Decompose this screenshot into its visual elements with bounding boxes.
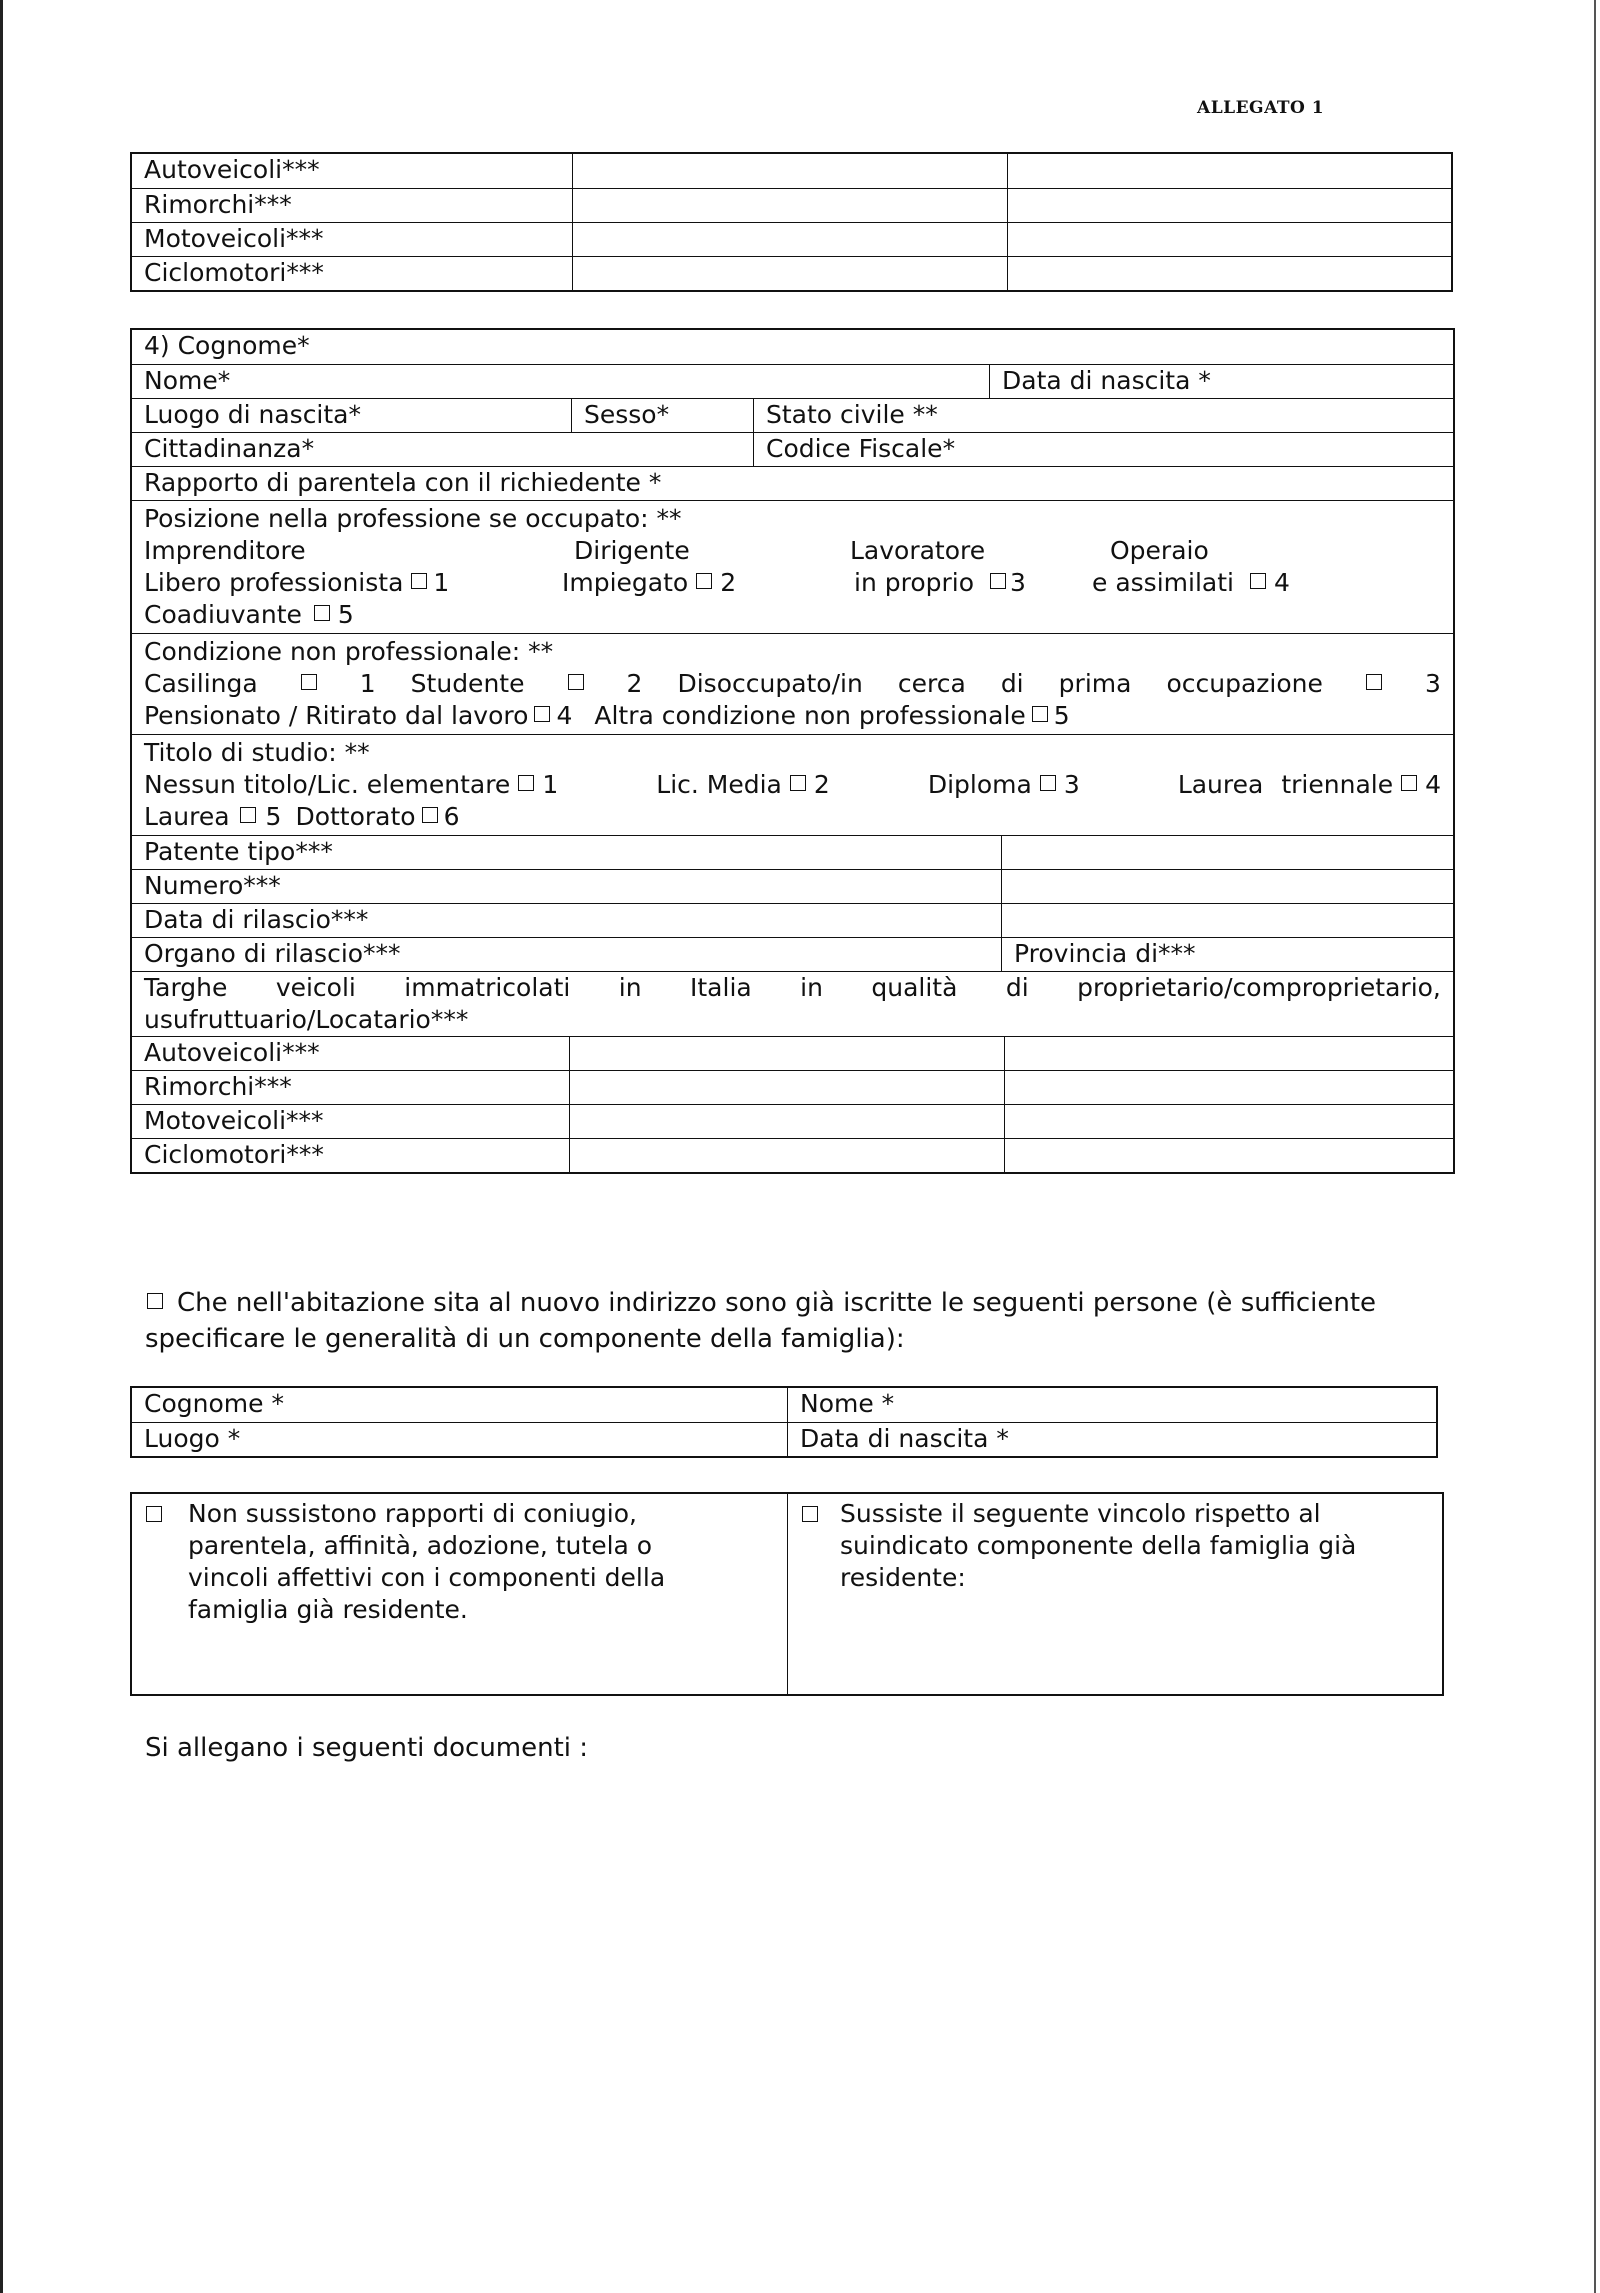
vehicle-plate-field[interactable] [1007,223,1451,256]
checkbox[interactable] [696,573,712,589]
birth-date-field[interactable]: Data di nascita * [989,365,1453,398]
license-type-value[interactable] [1001,836,1453,869]
vehicle-plate-field[interactable] [1007,189,1451,222]
resident-birthplace-field[interactable]: Luogo * [144,1424,241,1453]
vehicle-plate-field[interactable] [1007,154,1451,188]
declaration-line: specificare le generalità di un componente della famiglia): [145,1324,905,1354]
option-heading: Operaio [1110,536,1209,565]
vehicle-plate-field[interactable] [572,223,1007,256]
table-row [132,1070,1453,1104]
checkbox[interactable] [534,706,550,722]
vehicle-plate-field[interactable] [1007,257,1451,290]
checkbox[interactable] [314,605,330,621]
option-label: Diploma [927,770,1032,799]
option-label: Nessun titolo/Lic. elementare [144,770,511,799]
option-label: Altra condizione non professionale [594,701,1026,730]
issue-date-field[interactable]: Data di rilascio*** [144,905,369,934]
table-row [132,1138,1453,1172]
table-row [132,330,1453,364]
vehicle-label: Rimorchi*** [144,190,292,219]
license-number-field[interactable]: Numero*** [144,871,281,900]
issuing-authority-field[interactable]: Organo di rilascio*** [144,939,401,968]
relation-option[interactable]: Sussiste il seguente vincolo rispetto al suindicato componente della famiglia già residente: [787,1494,1442,1694]
option-label: Coadiuvante [144,600,302,629]
checkbox[interactable] [147,1293,163,1309]
section-title: Titolo di studio: ** [144,738,370,767]
checkbox[interactable] [1032,706,1048,722]
checkbox[interactable] [1250,573,1266,589]
vehicle-plate-field[interactable] [1004,1105,1453,1138]
checkbox[interactable] [411,573,427,589]
checkbox[interactable] [1401,775,1417,791]
table-row [132,937,1453,971]
page-edge-right [1594,0,1596,2293]
declaration-line: Che nell'abitazione sita al nuovo indirizzo sono già iscritte le seguenti persone (è sufficiente [177,1288,1377,1318]
professional-position-section: Posizione nella professione se occupato: ** Imprenditore Dirigente Lavoratore Operaio Libero professionista 1 Impiegato 2 in proprio 3 e assimilati 4 Coadiuvante 5 [132,500,1453,633]
table-row [132,364,1453,398]
relations-table [130,1492,1444,1696]
vehicle-label: Motoveicoli*** [144,224,324,253]
section-title: Posizione nella professione se occupato: ** [144,504,682,533]
table-row [132,903,1453,937]
resident-birth-date-field[interactable]: Data di nascita * [787,1423,1436,1456]
table-row [132,835,1453,869]
marital-status-field[interactable]: Stato civile ** [753,399,1453,432]
checkbox[interactable] [802,1506,818,1522]
option-label: Libero professionista [144,568,404,597]
table-row [132,222,1451,256]
checkbox[interactable] [1366,674,1382,690]
vehicle-plate-field[interactable] [1004,1037,1453,1070]
option-heading: Lavoratore [850,536,986,565]
option-label: Studente [410,669,525,698]
vehicle-label: Rimorchi*** [144,1072,292,1101]
vehicle-label: Autoveicoli*** [144,1038,320,1067]
vehicle-plate-field[interactable] [572,257,1007,290]
checkbox[interactable] [422,807,438,823]
checkbox[interactable] [518,775,534,791]
table-row [132,1388,1436,1422]
no-relation-option[interactable]: Non sussistono rapporti di coniugio, parentela, affinità, adozione, tutela o vincoli affettivi con i componenti della famiglia già residente. [132,1494,787,1694]
table-row [132,466,1453,500]
vehicle-plate-field[interactable] [1004,1071,1453,1104]
plates-heading: Targhe veicoli immatricolati in Italia in qualità di proprietario/comproprietario, usufruttuario/Locatario*** [132,971,1453,1036]
resident-table [130,1386,1438,1458]
vehicle-label: Ciclomotori*** [144,258,324,287]
checkbox[interactable] [301,674,317,690]
option-label: Impiegato [562,568,689,597]
table-row [132,432,1453,466]
declaration-paragraph [145,1285,1445,1357]
citizenship-field[interactable]: Cittadinanza* [144,434,315,463]
sex-field[interactable]: Sesso* [571,399,753,432]
province-field[interactable]: Provincia di*** [1001,938,1453,971]
relationship-field[interactable]: Rapporto di parentela con il richiedente * [144,468,662,497]
vehicle-plates-table-top [130,152,1453,292]
option-label: Disoccupato/in [677,669,863,698]
page-edge-left [0,0,3,2293]
vehicle-plate-field[interactable] [572,154,1007,188]
option-label: e assimilati [1092,568,1234,597]
vehicle-plate-field[interactable] [569,1139,1004,1172]
option-label: Laurea [144,802,230,831]
option-label: Lic. Media [656,770,782,799]
annex-label: ALLEGATO 1 [1197,98,1325,118]
table-row [132,188,1451,222]
table-row [132,1036,1453,1070]
vehicle-plate-field[interactable] [572,189,1007,222]
vehicle-plate-field[interactable] [569,1037,1004,1070]
vehicle-plate-field[interactable] [569,1105,1004,1138]
issue-date-value[interactable] [1001,904,1453,937]
checkbox[interactable] [990,573,1006,589]
vehicle-label: Motoveicoli*** [144,1106,324,1135]
section-title: Condizione non professionale: ** [144,637,554,666]
table-row [132,1422,1436,1456]
birthplace-field[interactable]: Luogo di nascita* [144,400,362,429]
tax-code-field[interactable]: Codice Fiscale* [753,433,1453,466]
option-label: Casilinga [144,669,258,698]
table-row [132,398,1453,432]
option-label: in proprio [854,568,975,597]
surname-field[interactable]: 4) Cognome* [144,331,310,360]
checkbox[interactable] [1040,775,1056,791]
name-field[interactable]: Nome* [144,366,231,395]
option-label: Laurea [1177,770,1264,799]
license-type-field[interactable]: Patente tipo*** [144,837,333,866]
checkbox[interactable] [568,674,584,690]
table-row [132,256,1451,290]
family-member-4-table [130,328,1455,1174]
checkbox[interactable] [790,775,806,791]
table-row [132,154,1451,188]
vehicle-label: Ciclomotori*** [144,1140,324,1169]
resident-surname-field[interactable]: Cognome * [144,1389,284,1418]
attachments-label: Si allegano i seguenti documenti : [145,1733,589,1763]
option-label: Pensionato / Ritirato dal lavoro [144,701,529,730]
non-professional-condition-section: Condizione non professionale: ** Casilinga 1 Studente 2 Disoccupato/in cerca di prima occupazione 3 Pensionato / Ritirato dal lavoro 4 Altra condizione non professionale 5 [132,633,1453,734]
license-number-value[interactable] [1001,870,1453,903]
resident-name-field[interactable]: Nome * [787,1388,1436,1422]
vehicle-label: Autoveicoli*** [144,155,320,184]
table-row [132,1104,1453,1138]
vehicle-plate-field[interactable] [569,1071,1004,1104]
option-heading: Imprenditore [144,536,306,565]
education-section: Titolo di studio: ** Nessun titolo/Lic. elementare 1 Lic. Media 2 Diploma 3 Laurea triennale 4 Laurea 5 Dottorato 6 [132,734,1453,835]
checkbox[interactable] [240,807,256,823]
vehicle-plate-field[interactable] [1004,1139,1453,1172]
checkbox[interactable] [146,1506,162,1522]
option-label: Dottorato [295,802,416,831]
option-heading: Dirigente [574,536,690,565]
table-row [132,869,1453,903]
